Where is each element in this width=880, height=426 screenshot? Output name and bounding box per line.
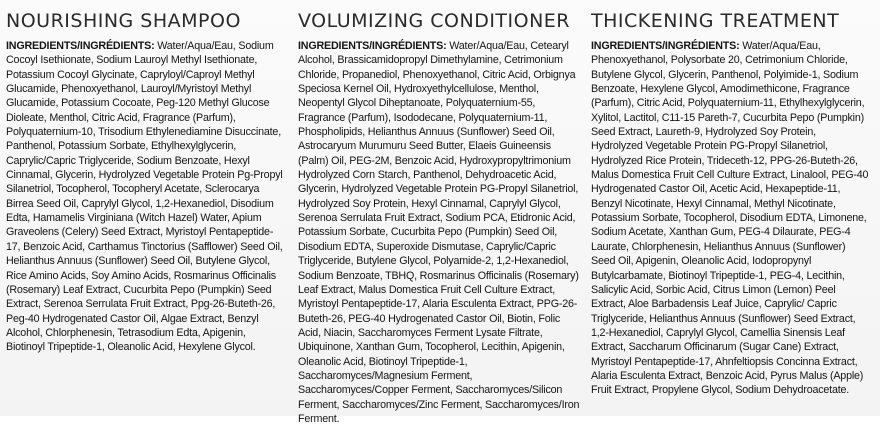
shampoo-column: [6, 0, 288, 416]
treatment-ingredients-list: Water/Aqua/Eau, Phenoxyethanol, Polysorbate 20, Cetrimonium Chloride, Butylene Glycol, Glycerin, Panthenol, Polyimide-1, Sodium Benzoate, Hexylene Glycol, Amodimethicone, Fragrance (Parfum), Citric Acid, Polyquaternium-11, Ethylhexylglycerin, Xylitol, Lactitol, C11-15 Pareth-7, Cucurbita Pepo (Pumpkin) Seed Extract, Laureth-9, Hydrolyzed Soy Protein, Hydrolyzed Vegetable Protein PG-Propyl Silanetriol, Hydrolyzed Rice Protein, Trideceth-12, PPG-26-Buteth-26, Malus Domestica Fruit Cell Culture Extract, Linalool, PEG-40 Hydrogenated Castor Oil, Acetic Acid, Hexapeptide-11, Benzyl Nicotinate, Hexyl Cinnamal, Methyl Nicotinate, Potassium Sorbate, Tocopherol, Disodium EDTA, Limonene, Sodium Acetate, Xanthan Gum, PEG-4 Dilaurate, PEG-4 Laurate, Chlorphenesin, Helianthus Annuus (Sunflower) Seed Oil, Apigenin, Oleanolic Acid, Iodopropynyl Butylcarbamate, Biotinoyl Tripeptide-1, PEG-4, Lecithin, Salicylic Acid, Sorbic Acid, Citrus Limon (Lemon) Peel Extract, Aloe Barbadensis Leaf Juice, Caprylic/ Capric Triglyceride, Helianthus Annuus (Sunflower) Seed Extract, 1,2-Hexanediol, Caprylyl Glycol, Camellia Sinensis Leaf Extract, Saccharum Officinarum (Sugar Cane) Extract, Myristoyl Pentapeptide-17, Ahnfeltiopsis Concinna Extract, Alaria Esculenta Extract, Benzoic Acid, Pyrus Malus (Apple) Fruit Extract, Propylene Glycol, Sodium Dehydroacetate.: [591, 40, 869, 397]
conditioner-column: [298, 0, 584, 425]
conditioner-ingredients-label: INGREDIENTS/INGRÉDIENTS:: [298, 40, 447, 52]
conditioner-title: VOLUMIZING CONDITIONER: [298, 10, 571, 32]
treatment-title: THICKENING TREATMENT: [591, 10, 840, 32]
treatment-ingredients-label: INGREDIENTS/INGRÉDIENTS:: [591, 40, 740, 52]
shampoo-ingredients-list: Water/Aqua/Eau, Sodium Cocoyl Isethionate, Sodium Lauroyl Methyl Isethionate, Potassium Cocoyl Glycinate, Capryloyl/Caproyl Methyl Glucamide, Phenoxyethanol, Lauroyl/Myristoyl Methyl Glucamide, Potassium Cocoate, Peg-120 Methyl Glucose Dioleate, Menthol, Citric Acid, Fragrance (Parfum), Polyquaternium-10, Trisodium Ethylenediamine Disuccinate, Panthenol, Potassium Sorbate, Ethylhexylglycerin, Caprylic/Capric Triglyceride, Sodium Benzoate, Hexyl Cinnamal, Glycerin, Hydrolyzed Vegetable Protein Pg-Propyl Silanetriol, Tocopherol, Tocopheryl Acetate, Sclerocarya Birrea Seed Oil, Caprylyl Glycol, 1,2-Hexanediol, Disodium Edta, Hamamelis Virginiana (Witch Hazel) Water, Apium Graveolens (Celery) Seed Extract, Myristoyl Pentapeptide-17, Benzoic Acid, Carthamus Tinctorius (Safflower) Seed Oil, Helianthus Annuus (Sunflower) Seed Oil, Butylene Glycol, Rice Amino Acids, Soy Amino Acids, Rosmarinus Officinalis (Rosemary) Leaf Extract, Cucurbita Pepo (Pumpkin) Seed Extract, Serenoa Serrulata Fruit Extract, Ppg-26-Buteth-26, Peg-40 Hydrogenated Castor Oil, Algae Extract, Benzyl Alcohol, Chlorphenesin, Tetrasodium Edta, Apigenin, Biotinoyl Tripeptide-1, Oleanolic Acid, Hexylene Glycol.: [6, 40, 283, 354]
conditioner-ingredients-list: Water/Aqua/Eau, Cetearyl Alcohol, Brassicamidopropyl Dimethylamine, Cetrimonium Chloride, Propanediol, Phenoxyethanol, Citric Acid, Orbignya Speciosa Kernel Oil, Hydroxyethylcellulose, Menthol, Neopentyl Glycol Diheptanoate, Polyquaternium-55, Fragrance (Parfum), Isododecane, Polyquaternium-11, Phospholipids, Helianthus Annuus (Sunflower) Seed Oil, Astrocaryum Murumuru Seed Butter, Elaeis Guineensis (Palm) Oil, PEG-2M, Benzoic Acid, Hydroxypropyltrimonium Hydrolyzed Corn Starch, Panthenol, Dehydroacetic Acid, Glycerin, Hydrolyzed Vegetable Protein PG-Propyl Silanetriol, Hydrolyzed Soy Protein, Hexyl Cinnamal, Caprylyl Glycol, Serenoa Serrulata Fruit Extract, Sodium PCA, Etidronic Acid, Potassium Sorbate, Cucurbita Pepo (Pumpkin) Seed Oil, Disodium EDTA, Superoxide Dismutase, Caprylic/Capric Triglyceride, Butylene Glycol, Polyamide-2, 1,2-Hexanediol, Sodium Benzoate, TBHQ, Rosmarinus Officinalis (Rosemary) Leaf Extract, Malus Domestica Fruit Cell Culture Extract, Myristoyl Pentapeptide-17, Alaria Esculenta Extract, PPG-26-Buteth-26, PEG-40 Hydrogenated Castor Oil, Biotin, Folic Acid, Niacin, Saccharomyces Ferment Lysate Filtrate, Ubiquinone, Xanthan Gum, Tocopherol, Lecithin, Apigenin, Oleanolic Acid, Biotinoyl Tripeptide-1, Saccharomyces/Magnesium Ferment, Saccharomyces/Copper Ferment, Saccharomyces/Silicon Ferment, Saccharomyces/Zinc Ferment, Saccharomyces/Iron Ferment.: [298, 40, 580, 425]
conditioner-ingredients: [298, 39, 580, 426]
shampoo-title: NOURISHING SHAMPOO: [6, 10, 241, 32]
treatment-ingredients: [591, 39, 869, 398]
shampoo-ingredients: [6, 39, 284, 355]
shampoo-ingredients-label: INGREDIENTS/INGRÉDIENTS:: [6, 40, 155, 52]
treatment-column: [591, 0, 873, 416]
